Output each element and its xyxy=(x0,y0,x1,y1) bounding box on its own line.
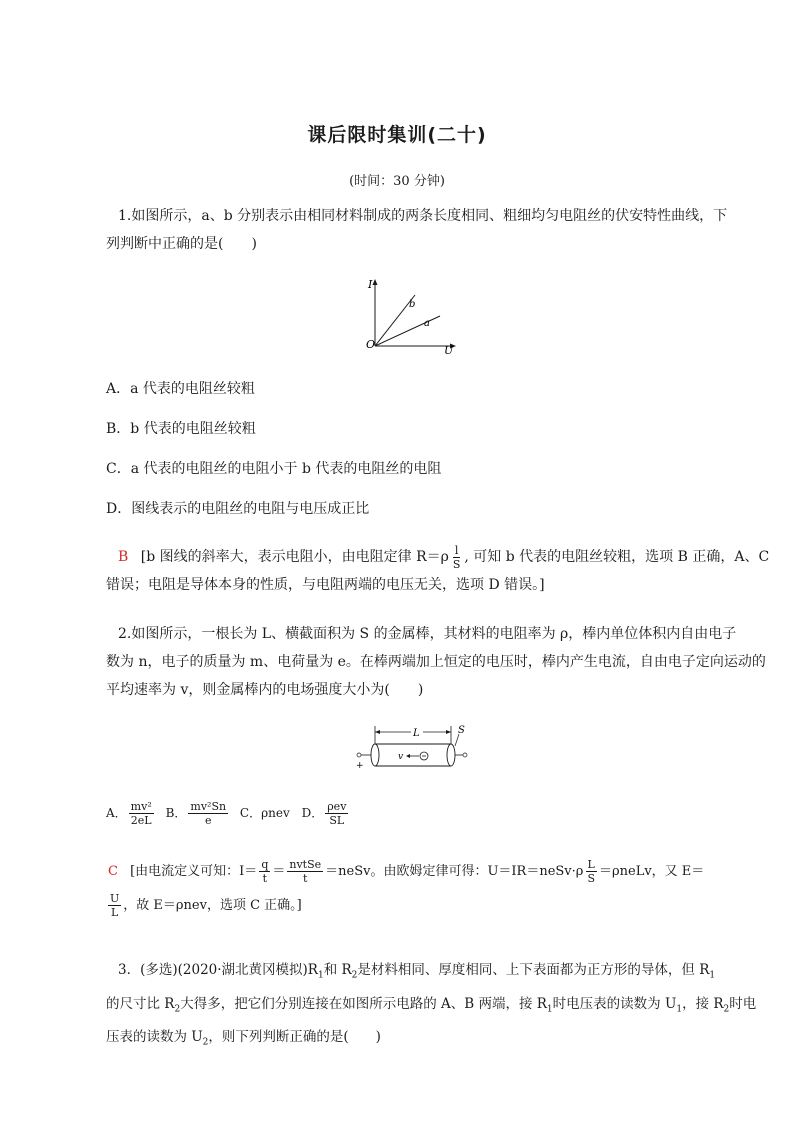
q1-stem-line2: 列判断中正确的是( ) xyxy=(106,236,257,252)
q2-opt-a-den: 2eL xyxy=(130,814,152,827)
q3-l2-e: 时电 xyxy=(729,995,757,1012)
q2-dim-arrow-left xyxy=(375,730,380,734)
q2-label-l: L xyxy=(413,728,420,739)
q2-option-d-fraction xyxy=(325,800,348,827)
q2-dim-arrow-right xyxy=(446,730,451,734)
q3-l2-sub2: 1 xyxy=(546,1004,553,1015)
q3-line2 xyxy=(106,990,757,1024)
q1-analysis xyxy=(106,543,770,599)
q3-l1-a: 3．(多选)(2020·湖北黄冈模拟)R xyxy=(118,962,318,978)
q2-metal-rod-figure xyxy=(355,722,470,772)
q2-f1-num: q xyxy=(261,858,269,871)
q2-option-d-label: D． xyxy=(301,806,324,820)
q1-frac-den: S xyxy=(452,557,461,571)
q2-analysis xyxy=(106,858,718,920)
q2-options xyxy=(106,800,350,827)
q1-analysis-fraction xyxy=(451,544,463,571)
q3-l1-sub1: 1 xyxy=(317,970,324,981)
q2-opt-d-num: ρev xyxy=(327,800,347,813)
q2-frac-3 xyxy=(585,858,597,885)
q3-line3 xyxy=(106,1023,718,1057)
q3-l1-sub2: 2 xyxy=(351,970,358,981)
q3-l1-sub3: 1 xyxy=(709,970,716,981)
q2-option-b-label: B． xyxy=(165,806,187,820)
q2-f2-num: nvtSe xyxy=(289,858,322,871)
question-3-stem xyxy=(106,956,757,1057)
q2-f3-num: L xyxy=(587,858,595,871)
q2-option-c: C．ρnev xyxy=(239,806,290,820)
q3-l3-sub1: 2 xyxy=(202,1038,209,1049)
q1-line-a xyxy=(375,316,440,346)
question-2-stem xyxy=(106,620,766,704)
q2-option-b-fraction xyxy=(188,800,228,827)
q2-left-terminal xyxy=(357,753,361,757)
q1-label-i: I xyxy=(368,278,373,291)
q3-l2-sub1: 2 xyxy=(174,1004,181,1015)
q3-l3-a: 压表的读数为 U xyxy=(106,1029,203,1046)
q2-opt-b-num: mv²Sn xyxy=(190,800,227,813)
page-title: 课后限时集训(二十) xyxy=(307,124,487,146)
q2-option-a-fraction xyxy=(129,800,154,827)
q1-axis-i-arrow xyxy=(373,279,378,285)
q1-option-b: B．b 代表的电阻丝较粗 xyxy=(106,421,256,437)
q1-frac-num: l xyxy=(454,543,459,557)
q2-right-terminal xyxy=(463,753,467,757)
q1-label-b: b xyxy=(409,299,416,310)
q2-f4-den: L xyxy=(110,906,119,919)
q3-l2-a: 的尺寸比 R xyxy=(106,995,175,1012)
q2-plus-sign: + xyxy=(356,761,364,771)
q2-stem-line3: 平均速率为 v，则金属棒内的电场强度大小为( ) xyxy=(106,682,424,698)
q1-label-a: a xyxy=(424,318,430,329)
q2-label-v: v xyxy=(398,752,404,762)
q2-analysis-a: [由电流定义可知：I＝ xyxy=(130,864,258,879)
q2-opt-b-den: e xyxy=(204,814,212,827)
q2-f3-den: S xyxy=(587,872,595,885)
q1-label-u: U xyxy=(444,344,454,356)
q3-l3-b: ，则下列判断正确的是( ) xyxy=(208,1029,381,1046)
q2-rod-left-end xyxy=(371,744,379,766)
q3-l2-d: ，接 R xyxy=(682,995,724,1012)
q2-analysis-d: ＝ρneLv，又 E＝ xyxy=(598,864,705,879)
q1-analysis-line2: 错误；电阻是导体本身的性质，与电阻两端的电压无关，选项 D 错误。] xyxy=(106,577,545,593)
q2-f2-den: t xyxy=(303,872,308,885)
q1-option-c: C．a 代表的电阻丝的电阻小于 b 代表的电阻丝的电阻 xyxy=(106,461,442,477)
q2-rod-right-end xyxy=(447,744,455,766)
q2-frac-4 xyxy=(108,892,121,919)
q2-stem-line2: 数为 n，电子的质量为 m、电荷量为 e。在棒两端加上恒定的电压时，棒内产生电流，自由电子定向运动的 xyxy=(106,654,766,670)
q2-f4-num: U xyxy=(110,892,120,905)
q2-f1-den: t xyxy=(262,872,268,885)
q2-analysis-e: ，故 E＝ρnev，选项 C 正确。] xyxy=(123,898,302,913)
q2-opt-a-num: mv² xyxy=(130,800,152,813)
q1-iu-graph xyxy=(360,278,460,356)
q2-stem-line1: 2.如图所示，一根长为 L、横截面积为 S 的金属棒，其材料的电阻率为 ρ，棒内单位体积内自由电子 xyxy=(118,626,737,642)
q2-analysis-c: ＝neSv。由欧姆定律可得：U＝IR＝neSv·ρ xyxy=(325,864,584,879)
question-1-stem xyxy=(106,202,728,258)
q1-option-a: A．a 代表的电阻丝较粗 xyxy=(106,381,255,397)
q3-l2-sub4: 2 xyxy=(723,1004,730,1015)
q2-velocity-arrowhead xyxy=(406,754,410,758)
q1-answer-letter: B xyxy=(118,549,129,565)
q1-label-o: O xyxy=(366,338,376,351)
q2-frac-2 xyxy=(287,858,323,885)
q2-option-a-label: A． xyxy=(106,806,127,820)
q3-l2-b: 大得多，把它们分别连接在如图所示电路的 A、B 两端，接 R xyxy=(180,995,547,1012)
time-limit: (时间：30 分钟) xyxy=(349,174,445,189)
q2-opt-d-den: SL xyxy=(329,814,345,827)
q3-l2-c: 时电压表的读数为 U xyxy=(552,995,677,1012)
q2-label-s: S xyxy=(458,725,465,736)
q3-line1 xyxy=(106,956,718,990)
q2-analysis-b: ＝ xyxy=(272,864,286,879)
q2-frac-1 xyxy=(259,858,270,885)
q2-answer-letter: C xyxy=(108,864,118,879)
q1-stem-line1: 1.如图所示，a、b 分别表示由相同材料制成的两条长度相同、粗细均匀电阻丝的伏安特性曲线，下 xyxy=(118,208,728,224)
q3-l1-c: 是材料相同、厚度相同、上下表面都为正方形的导体，但 R xyxy=(357,962,710,978)
q1-analysis-part2: , 可知 b 代表的电阻丝较粗，选项 B 正确，A、C xyxy=(464,549,770,565)
q3-l1-b: 和 R xyxy=(323,962,352,978)
q3-l2-sub3: 1 xyxy=(676,1004,683,1015)
q1-option-d: D．图线表示的电阻丝的电阻与电压成正比 xyxy=(106,501,370,517)
q1-analysis-part1: [b 图线的斜率大，表示电阻小，由电阻定律 R＝ρ xyxy=(140,549,449,565)
